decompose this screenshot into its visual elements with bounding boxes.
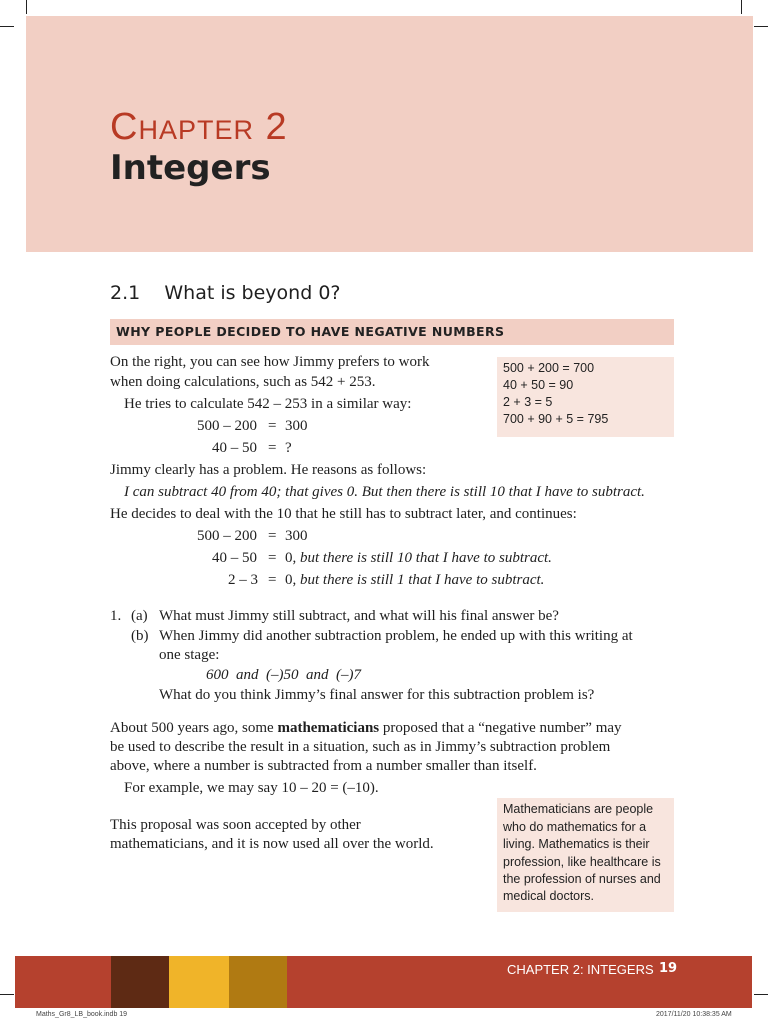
sidebox-line: living. Mathematics is their [503, 837, 650, 851]
footer-color-block [229, 956, 287, 1008]
body-text: above, where a number is subtracted from a number smaller than itself. [110, 758, 537, 774]
calc-rhs: ? [285, 440, 292, 456]
body-text: mathematicians, and it is now used all over the world. [110, 836, 434, 852]
section-heading: 2.1 What is beyond 0? [110, 282, 341, 304]
calc-lhs: 40 – 50 [212, 550, 257, 566]
question-number: 1. [110, 608, 122, 624]
calc-rhs: 300 [285, 418, 308, 434]
footer-chapter-text: CHAPTER 2: INTEGERS [507, 962, 654, 977]
body-text: On the right, you can see how Jimmy prefers to work [110, 354, 430, 370]
footer-color-block [111, 956, 169, 1008]
question-part-label: (b) [131, 628, 149, 644]
calc-lhs: 500 – 200 [197, 418, 257, 434]
crop-mark [0, 26, 14, 27]
calc-eq: = [268, 418, 277, 434]
body-text: when doing calculations, such as 542 + 253. [110, 374, 376, 390]
question-expression: 600 and (–)50 and (–)7 [206, 667, 361, 683]
body-text: He decides to deal with the 10 that he still has to subtract later, and continues: [110, 506, 577, 522]
chapter-title: Integers [110, 148, 271, 188]
sidebox-line: medical doctors. [503, 889, 595, 903]
sidebox-line: 2 + 3 = 5 [503, 395, 553, 409]
body-text-part: proposed that a “negative number” may [379, 720, 622, 736]
chapter-label: Chapter 2 [110, 106, 288, 148]
calc-lhs: 2 – 3 [228, 572, 258, 588]
sidebox-line: Mathematicians are people [503, 802, 654, 816]
calc-rhs: 0, [285, 572, 297, 588]
question-part-label: (a) [131, 608, 148, 624]
crop-mark [754, 26, 768, 27]
sidebox-line: profession, like healthcare is [503, 855, 661, 869]
crop-mark [0, 994, 14, 995]
calc-note: but there is still 1 that I have to subtract. [300, 572, 545, 588]
question-text: one stage: [159, 647, 220, 663]
body-text: For example, we may say 10 – 20 = (–10). [124, 780, 379, 796]
sidebox-line: 40 + 50 = 90 [503, 378, 574, 392]
print-timestamp: 2017/11/20 10:38:35 AM [656, 1011, 732, 1018]
term-mathematicians: mathematicians [277, 720, 380, 736]
calculation-sidebox [497, 357, 674, 437]
topic-bar [110, 319, 674, 345]
definition-sidebox [497, 798, 674, 912]
body-text: be used to describe the result in a situation, such as in Jimmy’s subtraction problem [110, 739, 611, 755]
print-slug: Maths_Gr8_LB_book.indb 19 [36, 1011, 128, 1018]
page-footer-band [15, 956, 752, 1008]
calc-eq: = [268, 572, 277, 588]
body-text [110, 719, 622, 738]
sidebox-line: the profession of nurses and [503, 872, 661, 886]
body-text: Jimmy clearly has a problem. He reasons as follows: [110, 462, 427, 478]
crop-mark [754, 994, 768, 995]
sidebox-line: 500 + 200 = 700 [503, 361, 595, 375]
body-text: This proposal was soon accepted by other [110, 817, 361, 833]
topic-title: WHY PEOPLE DECIDED TO HAVE NEGATIVE NUMBERS [116, 324, 505, 339]
calc-eq: = [268, 528, 277, 544]
sidebox-line: who do mathematics for a [503, 820, 647, 834]
reasoning-quote: I can subtract 40 from 40; that gives 0. But then there is still 10 that I have to subtract. [124, 484, 645, 500]
crop-mark [26, 0, 27, 14]
question-text: What do you think Jimmy’s final answer for this subtraction problem is? [159, 687, 595, 703]
question-text: When Jimmy did another subtraction problem, he ended up with this writing at [159, 628, 633, 644]
page-number: 19 [659, 961, 678, 976]
calc-eq: = [268, 440, 277, 456]
sidebox-line: 700 + 90 + 5 = 795 [503, 412, 609, 426]
calc-rhs: 300 [285, 528, 308, 544]
body-text-part: About 500 years ago, some [110, 720, 278, 736]
body-text: He tries to calculate 542 – 253 in a similar way: [124, 396, 412, 412]
calc-lhs: 40 – 50 [212, 440, 257, 456]
calc-rhs: 0, [285, 550, 297, 566]
question-text: What must Jimmy still subtract, and what will his final answer be? [159, 608, 559, 624]
calc-lhs: 500 – 200 [197, 528, 257, 544]
calc-note: but there is still 10 that I have to subtract. [300, 550, 552, 566]
crop-mark [741, 0, 742, 14]
calc-eq: = [268, 550, 277, 566]
footer-color-block [169, 956, 229, 1008]
